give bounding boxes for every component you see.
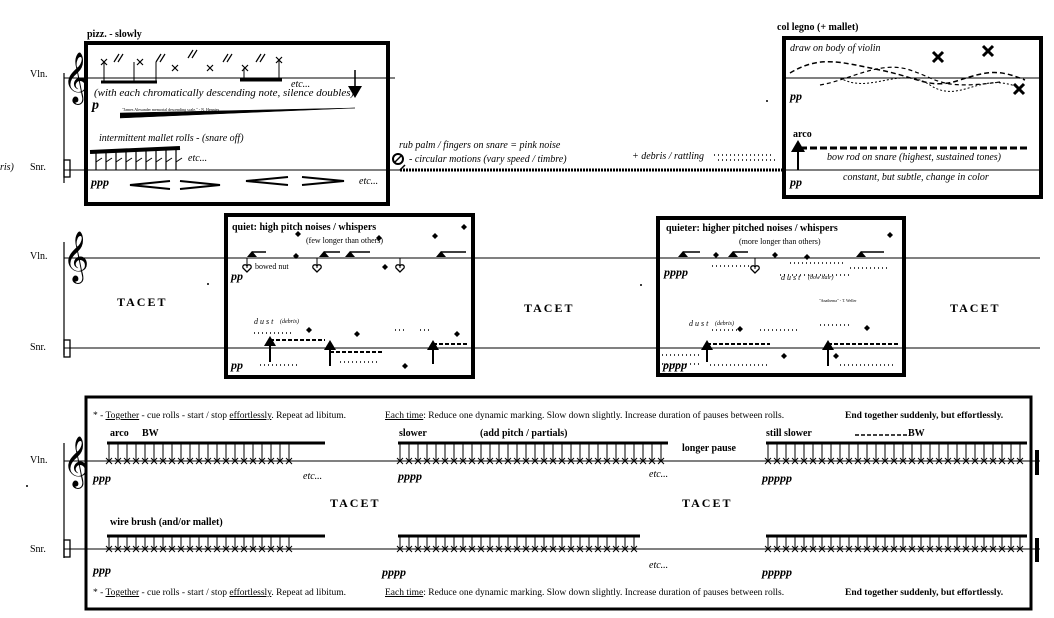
mallet-roll-notes	[90, 148, 182, 170]
snare-dynamic: pppp	[382, 565, 406, 579]
rub-palm-instruction: rub palm / fingers on snare = pink noise	[399, 140, 561, 151]
violin-dynamic: pp	[790, 89, 802, 103]
each-time-instruction-bottom: Each time: Reduce one dynamic marking. Slow down slightly. Increase duration of pauses between rolls.	[385, 588, 785, 598]
still-slower-label: still slower	[766, 428, 812, 439]
snare-dynamic: ppppp	[762, 565, 792, 579]
bw-label: BW	[908, 428, 925, 439]
snare-label: Snr.	[30, 544, 46, 555]
slower-label: slower	[399, 428, 427, 439]
bow-rod-label: bow rod on snare (highest, sustained tones)	[827, 152, 1001, 163]
cutoff-text: ris)	[0, 162, 14, 173]
debris-label: (debris)	[280, 319, 299, 325]
box1-title: quiet: high pitch noises / whispers	[232, 222, 377, 233]
bw-dash-line	[855, 433, 907, 437]
each-time-instruction-top: Each time: Reduce one dynamic marking. Slow down slightly. Increase duration of pauses between rolls.	[385, 411, 785, 421]
dust-label: d u s t	[781, 273, 801, 282]
snare-label: Snr.	[30, 162, 46, 173]
arco-label: arco	[110, 428, 129, 439]
violin-dynamic: pp	[231, 269, 243, 283]
tacet-label: TACET	[330, 496, 381, 510]
violin-dynamic: p	[92, 98, 99, 113]
circular-instruction: - circular motions (vary speed / timbre)	[409, 154, 567, 165]
etc-label: etc...	[649, 560, 669, 571]
dust-label: d u s t	[254, 317, 274, 326]
snare-dynamic: ppp	[93, 563, 111, 577]
end-instruction-bottom: End together suddenly, but effortlessly.	[845, 588, 1004, 598]
snare-dynamic: pp	[790, 175, 802, 189]
debris-instruction: + debris / rattling	[632, 151, 705, 162]
treble-clef-3: 𝄞	[63, 436, 90, 487]
tacet-label: TACET	[950, 301, 1001, 315]
anathema-quote: "Anathema" - T. Weller	[819, 298, 857, 303]
violin-dynamic: pppp	[664, 265, 688, 279]
roll-groups	[106, 443, 1027, 552]
bowed-nut-label: bowed nut	[255, 262, 289, 271]
snare-dynamic: ppp	[91, 175, 109, 189]
tacet-label: TACET	[524, 301, 575, 315]
longer-pause-label: longer pause	[682, 443, 736, 454]
box1-marks	[243, 224, 467, 369]
violin-label: Vln.	[30, 251, 48, 262]
performance-instruction-bottom: * - Together - cue rolls - start / stop effortlessly. Repeat ad libitum.	[93, 588, 346, 598]
bow-hair-label: (bow hair)	[808, 275, 834, 281]
box1-subtitle: (few longer than others)	[306, 236, 384, 245]
snare-label: Snr.	[30, 342, 46, 353]
col-legno-label: col legno (+ mallet)	[777, 22, 859, 33]
treble-clef-1: 𝄞	[63, 52, 90, 103]
bw-label: BW	[142, 428, 159, 439]
etc-label: etc...	[291, 79, 311, 90]
constant-label: constant, but subtle, change in color	[843, 172, 989, 183]
snare-dynamic: pp	[231, 358, 243, 372]
etc-label: etc...	[359, 176, 379, 187]
performance-instruction-top: * - Together - cue rolls - start / stop effortlessly. Repeat ad libitum.	[93, 411, 346, 421]
violin-dynamic: ppppp	[762, 471, 792, 485]
arco-label: arco	[793, 129, 812, 140]
box2-subtitle: (more longer than others)	[739, 237, 821, 246]
system-2	[64, 215, 1040, 377]
treble-clef-2: 𝄞	[63, 231, 90, 282]
draw-body-label: draw on body of violin	[790, 43, 881, 54]
tacet-label: TACET	[682, 496, 733, 510]
violin-dynamic: ppp	[93, 471, 111, 485]
add-pitch-label: (add pitch / partials)	[480, 428, 568, 439]
wire-brush-label: wire brush (and/or mallet)	[110, 517, 223, 528]
etc-label: etc...	[649, 469, 669, 480]
violin-label: Vln.	[30, 455, 48, 466]
scale-quote: "James Alexander memorial descending scale." - N. Hennies	[122, 107, 220, 112]
snare-dynamic: pppp	[663, 358, 687, 372]
violin-dynamic: pppp	[398, 469, 422, 483]
mallet-rolls-label: intermittent mallet rolls - (snare off)	[99, 133, 244, 144]
etc-label: etc...	[303, 471, 323, 482]
tacet-label: TACET	[117, 295, 168, 309]
end-instruction-top: End together suddenly, but effortlessly.	[845, 411, 1004, 421]
violin-label: Vln.	[30, 69, 48, 80]
box2-title: quieter: higher pitched noises / whispers	[666, 223, 838, 234]
chromatic-instruction: (with each chromatically descending note, silence doubles)	[94, 87, 355, 99]
box2-marks	[662, 232, 898, 366]
pizz-direction: pizz. - slowly	[87, 29, 142, 40]
debris-label: (debris)	[715, 321, 734, 327]
etc-label: etc...	[188, 153, 208, 164]
dust-label: d u s t	[689, 319, 709, 328]
